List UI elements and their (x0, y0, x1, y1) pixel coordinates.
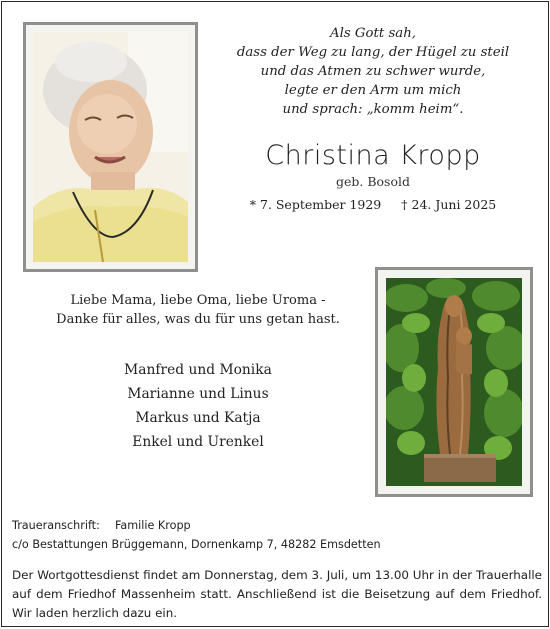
statue-illustration (386, 278, 522, 486)
address-line-1 (12, 516, 542, 535)
farewell-line: Liebe Mama, liebe Oma, liebe Uroma - (70, 293, 326, 308)
poem-line: und das Atmen zu schwer wurde, (260, 64, 486, 79)
death-date: † 24. Juni 2025 (401, 197, 497, 212)
poem-line: dass der Weg zu lang, der Hügel zu steil (236, 45, 510, 60)
madonna-statue-photo (386, 278, 522, 486)
portrait-photo (33, 32, 188, 262)
poem-line: legte er den Arm um mich (284, 83, 462, 98)
service-announcement: Der Wortgottesdienst findet am Donnerstag, dem 3. Juli, um 13.00 Uhr in der Trauerhalle auf dem Friedhof Massenheim statt. Anschließend ist die Beisetzung auf dem Friedhof. Wir laden herzlich dazu ein. (12, 568, 542, 620)
farewell-message (42, 291, 354, 329)
mourner-entry: Markus und Katja (135, 410, 261, 426)
portrait-frame (23, 22, 198, 272)
poem-line: Als Gott sah, (330, 26, 416, 41)
mourner-entry: Manfred und Monika (124, 362, 272, 378)
obituary-notice (1, 1, 549, 627)
farewell-line: Danke für alles, was du für uns getan hast. (56, 312, 340, 327)
address-line-2: c/o Bestattungen Brüggemann, Dornenkamp 7, 48282 Emsdetten (12, 538, 381, 551)
address-family: Familie Kropp (115, 519, 191, 532)
life-dates (217, 197, 529, 212)
mourner-entry: Enkel und Urenkel (132, 434, 264, 450)
birth-date: * 7. September 1929 (249, 197, 382, 212)
poem-line: und sprach: „komm heim“. (282, 102, 464, 117)
deceased-name: Christina Kropp (265, 140, 481, 171)
mourning-address (12, 516, 542, 554)
maiden-name: geb. Bosold (336, 174, 410, 189)
mourner-entry: Marianne und Linus (127, 386, 269, 402)
poem (217, 24, 529, 119)
statue-frame (375, 267, 533, 497)
address-label: Traueranschrift: (12, 519, 100, 532)
portrait-illustration (33, 32, 188, 262)
mourners-list (42, 358, 354, 454)
